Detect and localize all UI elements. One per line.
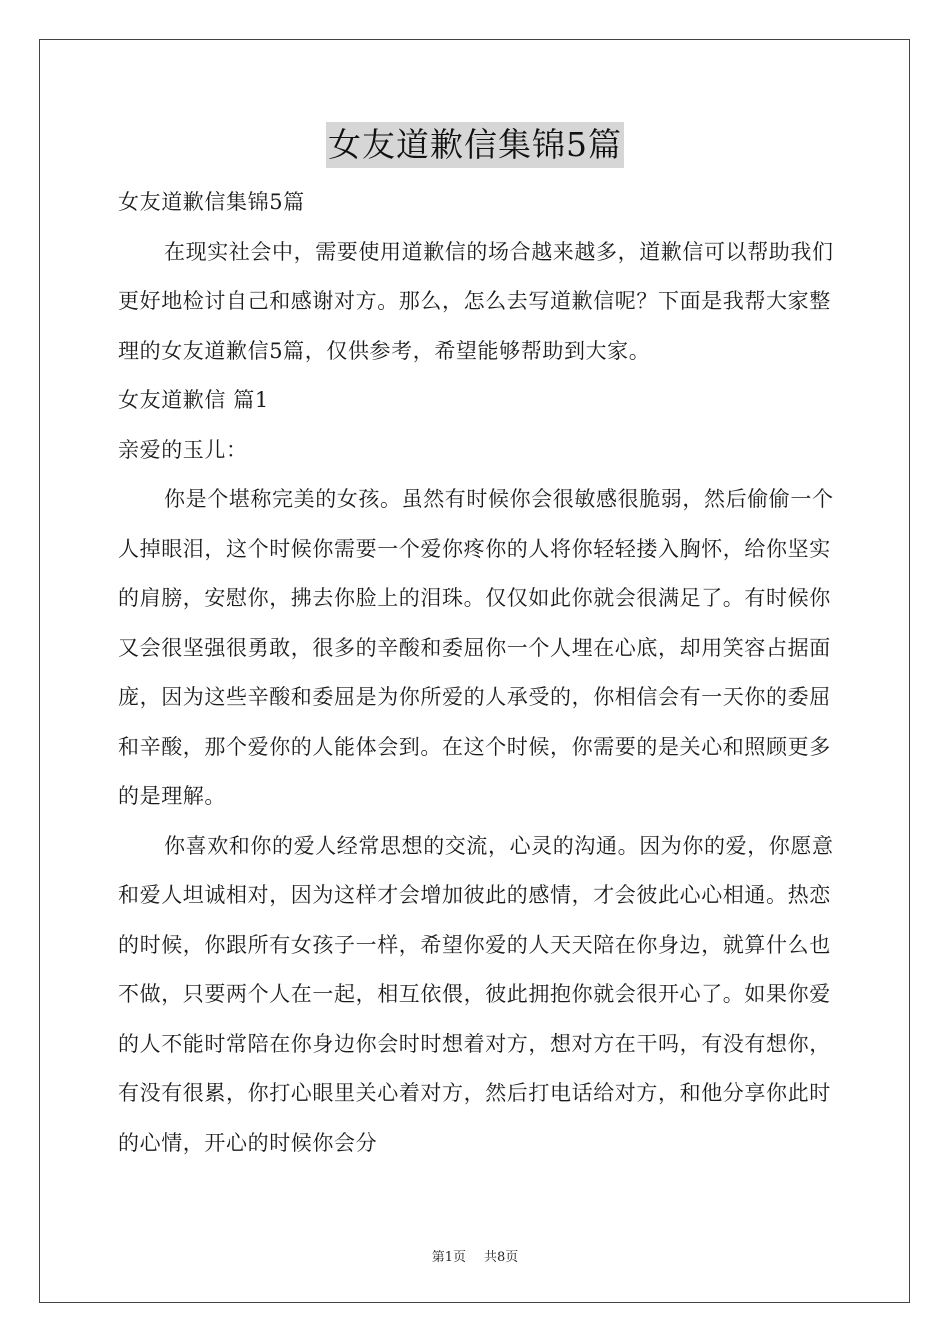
document-body	[118, 178, 848, 1168]
body-paragraph-1: 你是个堪称完美的女孩。虽然有时候你会很敏感很脆弱，然后偷偷一个人掉眼泪，这个时候你需要一个爱你疼你的人将你轻轻搂入胸怀，给你坚实的肩膀，安慰你，拂去你脸上的泪珠。仅仅如此你就会很满足了。有时候你又会很坚强很勇敢，很多的辛酸和委屈你一个人埋在心底，却用笑容占据面庞，因为这些辛酸和委屈是为你所爱的人承受的，你相信会有一天你的委屈和辛酸，那个爱你的人能体会到。在这个时候，你需要的是关心和照顾更多的是理解。	[118, 487, 834, 808]
document-title: 女友道歉信集锦5篇	[326, 122, 624, 168]
body-paragraph-2: 你喜欢和你的爱人经常思想的交流，心灵的沟通。因为你的爱，你愿意和爱人坦诚相对，因为这样才会增加彼此的感情，才会彼此心心相通。热恋的时候，你跟所有女孩子一样，希望你爱的人天天陪在你身边，就算什么也不做，只要两个人在一起，相互依偎，彼此拥抱你就会很开心了。如果你爱的人不能时常陪在你身边你会时时想着对方，想对方在干吗，有没有想你，有没有很累，你打心眼里关心着对方，然后打电话给对方，和他分享你此时的心情，开心的时候你会分	[118, 833, 834, 1155]
document-subtitle: 女友道歉信集锦5篇	[118, 190, 305, 214]
salutation: 亲爱的玉儿：	[118, 437, 248, 462]
page-footer	[0, 1246, 950, 1265]
intro-paragraph: 在现实社会中，需要使用道歉信的场合越来越多，道歉信可以帮助我们更好地检讨自己和感谢对方。那么，怎么去写道歉信呢？下面是我帮大家整理的女友道歉信5篇，仅供参考，希望能够帮助到大家。	[118, 239, 834, 363]
section-heading: 女友道歉信 篇1	[118, 388, 269, 412]
page-number-total: 共8页	[484, 1250, 519, 1265]
page-number-current: 第1页	[431, 1250, 466, 1265]
title-container	[0, 122, 950, 168]
